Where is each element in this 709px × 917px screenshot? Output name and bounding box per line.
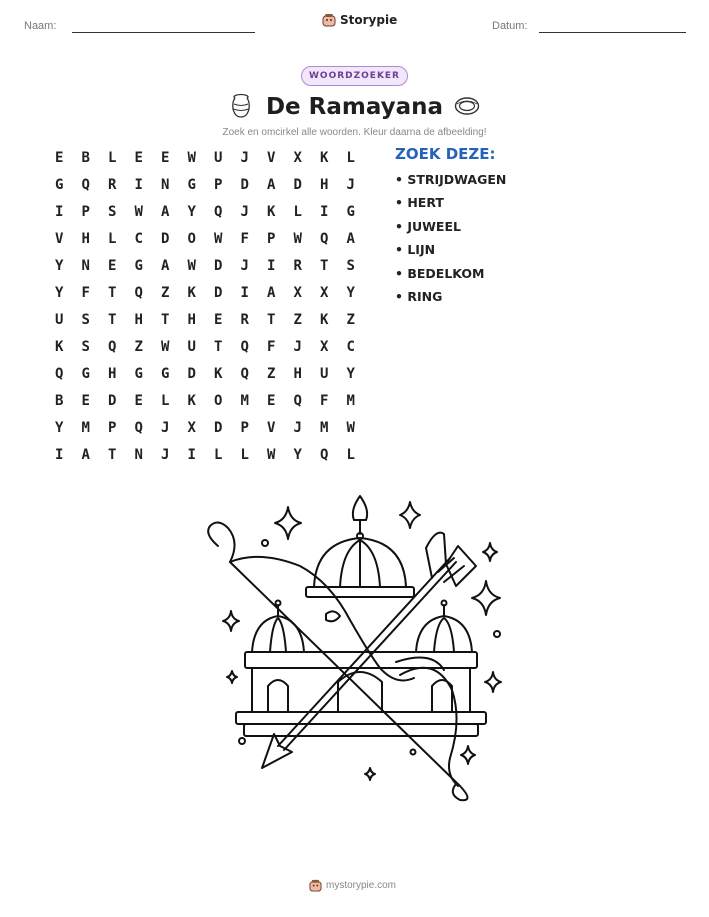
grid-cell[interactable]: Z	[293, 312, 302, 328]
grid-cell[interactable]: B	[81, 150, 90, 166]
grid-cell[interactable]: E	[108, 258, 117, 274]
grid-cell[interactable]: Z	[134, 339, 143, 355]
grid-cell[interactable]: T	[320, 258, 329, 274]
grid-cell[interactable]: L	[108, 150, 117, 166]
grid-cell[interactable]: A	[267, 177, 276, 193]
grid-cell[interactable]: C	[134, 231, 143, 247]
grid-cell[interactable]: O	[214, 393, 223, 409]
grid-cell[interactable]: H	[320, 177, 329, 193]
grid-cell[interactable]: Y	[346, 366, 355, 382]
grid-cell[interactable]: R	[293, 258, 302, 274]
grid-cell[interactable]: T	[108, 447, 117, 463]
grid-cell[interactable]: F	[267, 339, 276, 355]
grid-cell[interactable]: K	[267, 204, 276, 220]
grid-cell[interactable]: E	[134, 393, 143, 409]
grid-cell[interactable]: L	[293, 204, 302, 220]
grid-cell[interactable]: P	[81, 204, 90, 220]
grid-cell[interactable]: T	[267, 312, 276, 328]
grid-cell[interactable]: I	[320, 204, 329, 220]
grid-cell[interactable]: W	[187, 150, 196, 166]
grid-cell[interactable]: D	[161, 231, 170, 247]
grid-cell[interactable]: Y	[187, 204, 196, 220]
grid-cell[interactable]: F	[81, 285, 90, 301]
word-list-item: • LIJN	[395, 242, 436, 258]
grid-cell[interactable]: U	[320, 366, 329, 382]
grid-cell[interactable]: W	[214, 231, 223, 247]
brand-name: Storypie	[340, 13, 398, 27]
grid-cell[interactable]: G	[346, 204, 355, 220]
grid-cell[interactable]: A	[161, 204, 170, 220]
grid-cell[interactable]: H	[81, 231, 90, 247]
grid-cell[interactable]: N	[161, 177, 170, 193]
grid-cell[interactable]: D	[108, 393, 117, 409]
grid-cell[interactable]: X	[187, 420, 196, 436]
brand	[322, 13, 397, 27]
grid-cell[interactable]: W	[134, 204, 143, 220]
grid-cell[interactable]: M	[81, 420, 90, 436]
grid-cell[interactable]: G	[187, 177, 196, 193]
grid-cell[interactable]: J	[161, 420, 170, 436]
grid-cell[interactable]: Q	[81, 177, 90, 193]
grid-cell[interactable]: D	[214, 258, 223, 274]
name-label: Naam:	[24, 20, 57, 32]
grid-cell[interactable]: A	[81, 447, 90, 463]
grid-cell[interactable]: G	[134, 366, 143, 382]
footer-url[interactable]: mystorypie.com	[326, 880, 397, 891]
grid-cell[interactable]: R	[108, 177, 117, 193]
date-line[interactable]	[539, 32, 686, 33]
grid-cell[interactable]: U	[187, 339, 196, 355]
ring-icon	[454, 96, 480, 116]
grid-cell[interactable]: X	[293, 150, 302, 166]
grid-cell[interactable]: Z	[267, 366, 276, 382]
grid-cell[interactable]: W	[346, 420, 355, 436]
grid-cell[interactable]: I	[267, 258, 276, 274]
grid-cell[interactable]: M	[346, 393, 355, 409]
grid-cell[interactable]: B	[55, 393, 64, 409]
grid-cell[interactable]: G	[81, 366, 90, 382]
grid-cell[interactable]: S	[81, 339, 90, 355]
grid-cell[interactable]: F	[240, 231, 249, 247]
grid-cell[interactable]: Y	[293, 447, 302, 463]
grid-cell[interactable]: K	[55, 339, 64, 355]
grid-cell[interactable]: J	[240, 150, 249, 166]
grid-cell[interactable]: J	[293, 420, 302, 436]
grid-cell[interactable]: A	[161, 258, 170, 274]
grid-cell[interactable]: Q	[134, 420, 143, 436]
grid-cell[interactable]: J	[240, 204, 249, 220]
grid-cell[interactable]: E	[134, 150, 143, 166]
grid-cell[interactable]: Q	[108, 339, 117, 355]
grid-cell[interactable]: Q	[293, 393, 302, 409]
word-list-item: • JUWEEL	[395, 218, 461, 234]
grid-cell[interactable]: U	[55, 312, 64, 328]
grid-cell[interactable]: L	[346, 150, 355, 166]
grid-cell[interactable]: G	[134, 258, 143, 274]
ramayana-illustration	[200, 490, 510, 805]
storypie-logo-icon	[322, 13, 336, 27]
grid-cell[interactable]: K	[187, 285, 196, 301]
grid-cell[interactable]: A	[267, 285, 276, 301]
grid-cell[interactable]: H	[108, 366, 117, 382]
grid-cell[interactable]: F	[320, 393, 329, 409]
grid-cell[interactable]: H	[187, 312, 196, 328]
grid-cell[interactable]: Q	[55, 366, 64, 382]
grid-cell[interactable]: W	[161, 339, 170, 355]
grid-cell[interactable]: W	[293, 231, 302, 247]
word-list-item: • RING	[395, 288, 443, 304]
grid-cell[interactable]: X	[320, 285, 329, 301]
grid-cell[interactable]: Z	[346, 312, 355, 328]
date-label: Datum:	[492, 20, 528, 32]
grid-cell[interactable]: V	[267, 420, 276, 436]
grid-cell[interactable]: L	[214, 447, 223, 463]
grid-cell[interactable]: E	[161, 150, 170, 166]
word-list-item: • BEDELKOM	[395, 265, 485, 281]
grid-cell[interactable]: M	[320, 420, 329, 436]
grid-cell[interactable]: I	[55, 204, 64, 220]
grid-cell[interactable]: D	[240, 177, 249, 193]
grid-cell[interactable]: N	[134, 447, 143, 463]
grid-cell[interactable]: D	[214, 285, 223, 301]
grid-cell[interactable]: W	[267, 447, 276, 463]
grid-cell[interactable]: Q	[320, 231, 329, 247]
grid-cell[interactable]: K	[320, 312, 329, 328]
grid-cell[interactable]: N	[81, 258, 90, 274]
grid-cell[interactable]: Z	[161, 285, 170, 301]
grid-cell[interactable]: V	[267, 150, 276, 166]
grid-cell[interactable]: K	[187, 393, 196, 409]
grid-cell[interactable]: Q	[214, 204, 223, 220]
grid-cell[interactable]: I	[134, 177, 143, 193]
grid-cell[interactable]: Q	[240, 339, 249, 355]
grid-cell[interactable]: L	[346, 447, 355, 463]
word-list	[395, 172, 506, 312]
grid-cell[interactable]: J	[161, 447, 170, 463]
grid-cell[interactable]: Y	[346, 285, 355, 301]
grid-cell[interactable]: O	[187, 231, 196, 247]
grid-cell[interactable]: E	[267, 393, 276, 409]
grid-cell[interactable]: S	[81, 312, 90, 328]
instructions: Zoek en omcirkel alle woorden. Kleur daarna de afbeelding!	[222, 127, 487, 138]
grid-cell[interactable]: T	[108, 285, 117, 301]
grid-cell[interactable]: H	[293, 366, 302, 382]
grid-cell[interactable]: D	[293, 177, 302, 193]
grid-cell[interactable]: I	[187, 447, 196, 463]
grid-cell[interactable]: G	[161, 366, 170, 382]
worksheet-type-badge: WOORDZOEKER	[301, 66, 408, 86]
grid-cell[interactable]: V	[55, 231, 64, 247]
page-title: De Ramayana	[265, 94, 444, 120]
word-list-item: • HERT	[395, 195, 444, 211]
grid-cell[interactable]: K	[214, 366, 223, 382]
word-list-title: ZOEK DEZE:	[395, 145, 496, 163]
grid-cell[interactable]: Y	[55, 258, 64, 274]
grid-cell[interactable]: X	[293, 285, 302, 301]
grid-cell[interactable]: X	[320, 339, 329, 355]
grid-cell[interactable]: R	[240, 312, 249, 328]
grid-cell[interactable]: S	[346, 258, 355, 274]
grid-cell[interactable]: P	[240, 420, 249, 436]
grid-cell[interactable]: L	[240, 447, 249, 463]
word-search-grid[interactable]	[46, 145, 364, 469]
grid-cell[interactable]: J	[293, 339, 302, 355]
grid-cell[interactable]: I	[55, 447, 64, 463]
grid-cell[interactable]: E	[55, 150, 64, 166]
footer	[309, 879, 396, 892]
grid-cell[interactable]: D	[214, 420, 223, 436]
grid-cell[interactable]: P	[108, 420, 117, 436]
grid-cell[interactable]: Q	[320, 447, 329, 463]
grid-cell[interactable]: U	[214, 150, 223, 166]
grid-cell[interactable]: H	[134, 312, 143, 328]
grid-cell[interactable]: J	[346, 177, 355, 193]
grid-cell[interactable]: Q	[134, 285, 143, 301]
grid-cell[interactable]: P	[267, 231, 276, 247]
grid-cell[interactable]: T	[108, 312, 117, 328]
grid-cell[interactable]: E	[81, 393, 90, 409]
grid-cell[interactable]: P	[214, 177, 223, 193]
grid-cell[interactable]: T	[161, 312, 170, 328]
word-list-item: • STRIJDWAGEN	[395, 172, 507, 187]
grid-cell[interactable]: K	[320, 150, 329, 166]
grid-cell[interactable]: G	[55, 177, 64, 193]
grid-cell[interactable]: J	[240, 258, 249, 274]
grid-cell[interactable]: C	[346, 339, 355, 355]
grid-cell[interactable]: Q	[240, 366, 249, 382]
name-line[interactable]	[72, 32, 255, 33]
grid-cell[interactable]: W	[187, 258, 196, 274]
grid-cell[interactable]: Y	[55, 285, 64, 301]
grid-cell[interactable]: L	[108, 231, 117, 247]
grid-cell[interactable]: S	[108, 204, 117, 220]
storypie-logo-icon	[309, 879, 322, 892]
grid-cell[interactable]: D	[187, 366, 196, 382]
grid-cell[interactable]: Y	[55, 420, 64, 436]
grid-cell[interactable]: I	[240, 285, 249, 301]
grid-cell[interactable]: M	[240, 393, 249, 409]
grid-cell[interactable]: T	[214, 339, 223, 355]
grid-cell[interactable]: L	[161, 393, 170, 409]
grid-cell[interactable]: E	[214, 312, 223, 328]
grid-cell[interactable]: A	[346, 231, 355, 247]
